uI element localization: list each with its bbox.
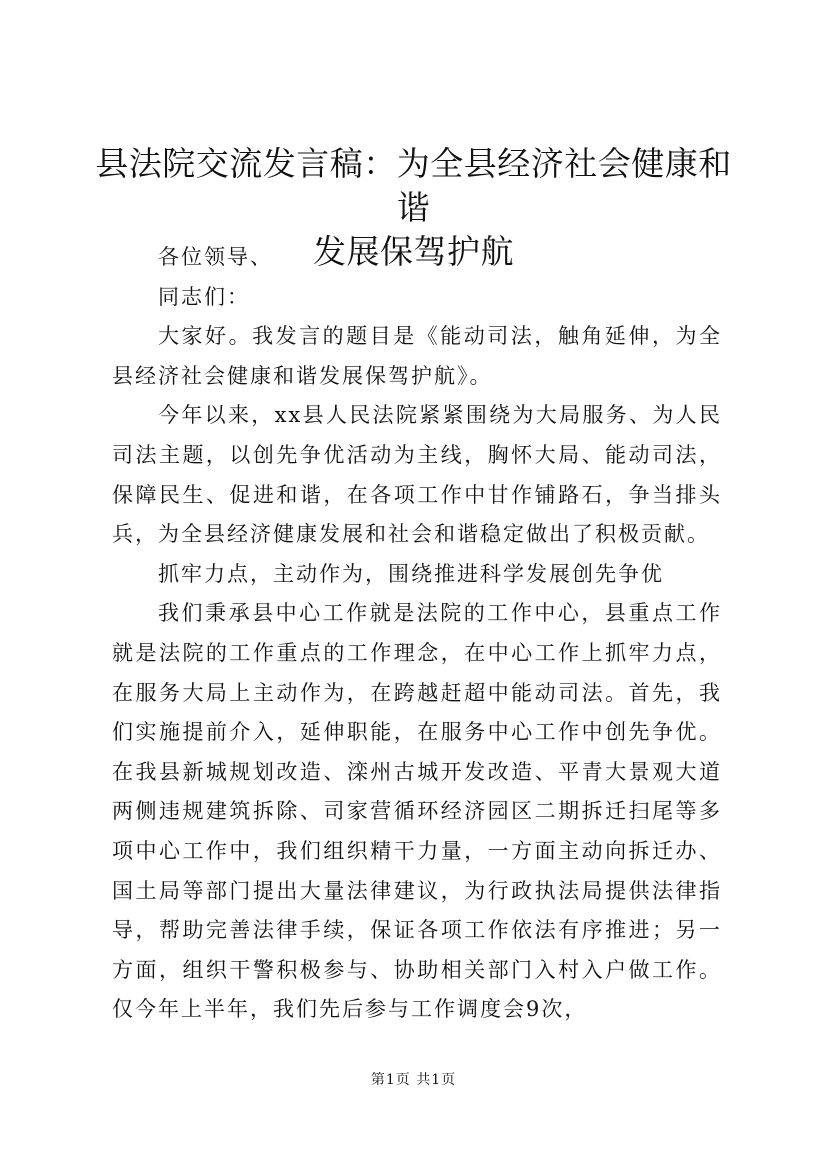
title-line-2: 发展保驾护航 [313,232,514,271]
page-number-footer: 第1页 共1页 [370,1072,457,1088]
salutation-comrades: 同志们： [158,284,250,309]
document-body [112,238,722,1030]
section-heading: 抓牢力点，主动作为，围绕推进科学发展创先争优 [158,561,664,586]
paragraph-central-work: 我们秉承县中心工作就是法院的工作中心，县重点工作就是法院的工作重点的工作理念，在中心工作上抓牢力点，在服务大局上主动作为，在跨越赶超中能动司法。首先，我们实施提前介入，延伸职能，在服务中心工作中创先争优。在我县新城规划改造、滦州古城开发改造、平青大景观大道两侧违规建筑拆除、司家营循环经济园区二期拆迁扫尾等多项中心工作中，我们组织精干力量，一方面主动向拆迁办、国土局等部门提出大量法律建议，为行政执法局提供法律指导，帮助完善法律手续，保证各项工作依法有序推进；另一方面，组织干警积极参与、协助相关部门入村入户做工作。仅今年上半年，我们先后参与工作调度会9次， [112,601,722,1022]
paragraph-greeting: 大家好。我发言的题目是《能动司法，触角延伸，为全县经济社会健康和谐发展保驾护航》。 [112,324,722,388]
title-line-1: 县法院交流发言稿：为全县经济社会健康和谐 [95,144,732,227]
salutation-leaders: 各位领导、 [158,245,273,269]
paragraph-overview: 今年以来，xx县人民法院紧紧围绕为大局服务、为人民司法主题，以创先争优活动为主线，胸怀大局、能动司法，保障民生、促进和谐，在各项工作中甘作铺路石，争当排头兵，为全县经济健康发展和社会和谐稳定做出了积极贡献。 [112,403,722,547]
